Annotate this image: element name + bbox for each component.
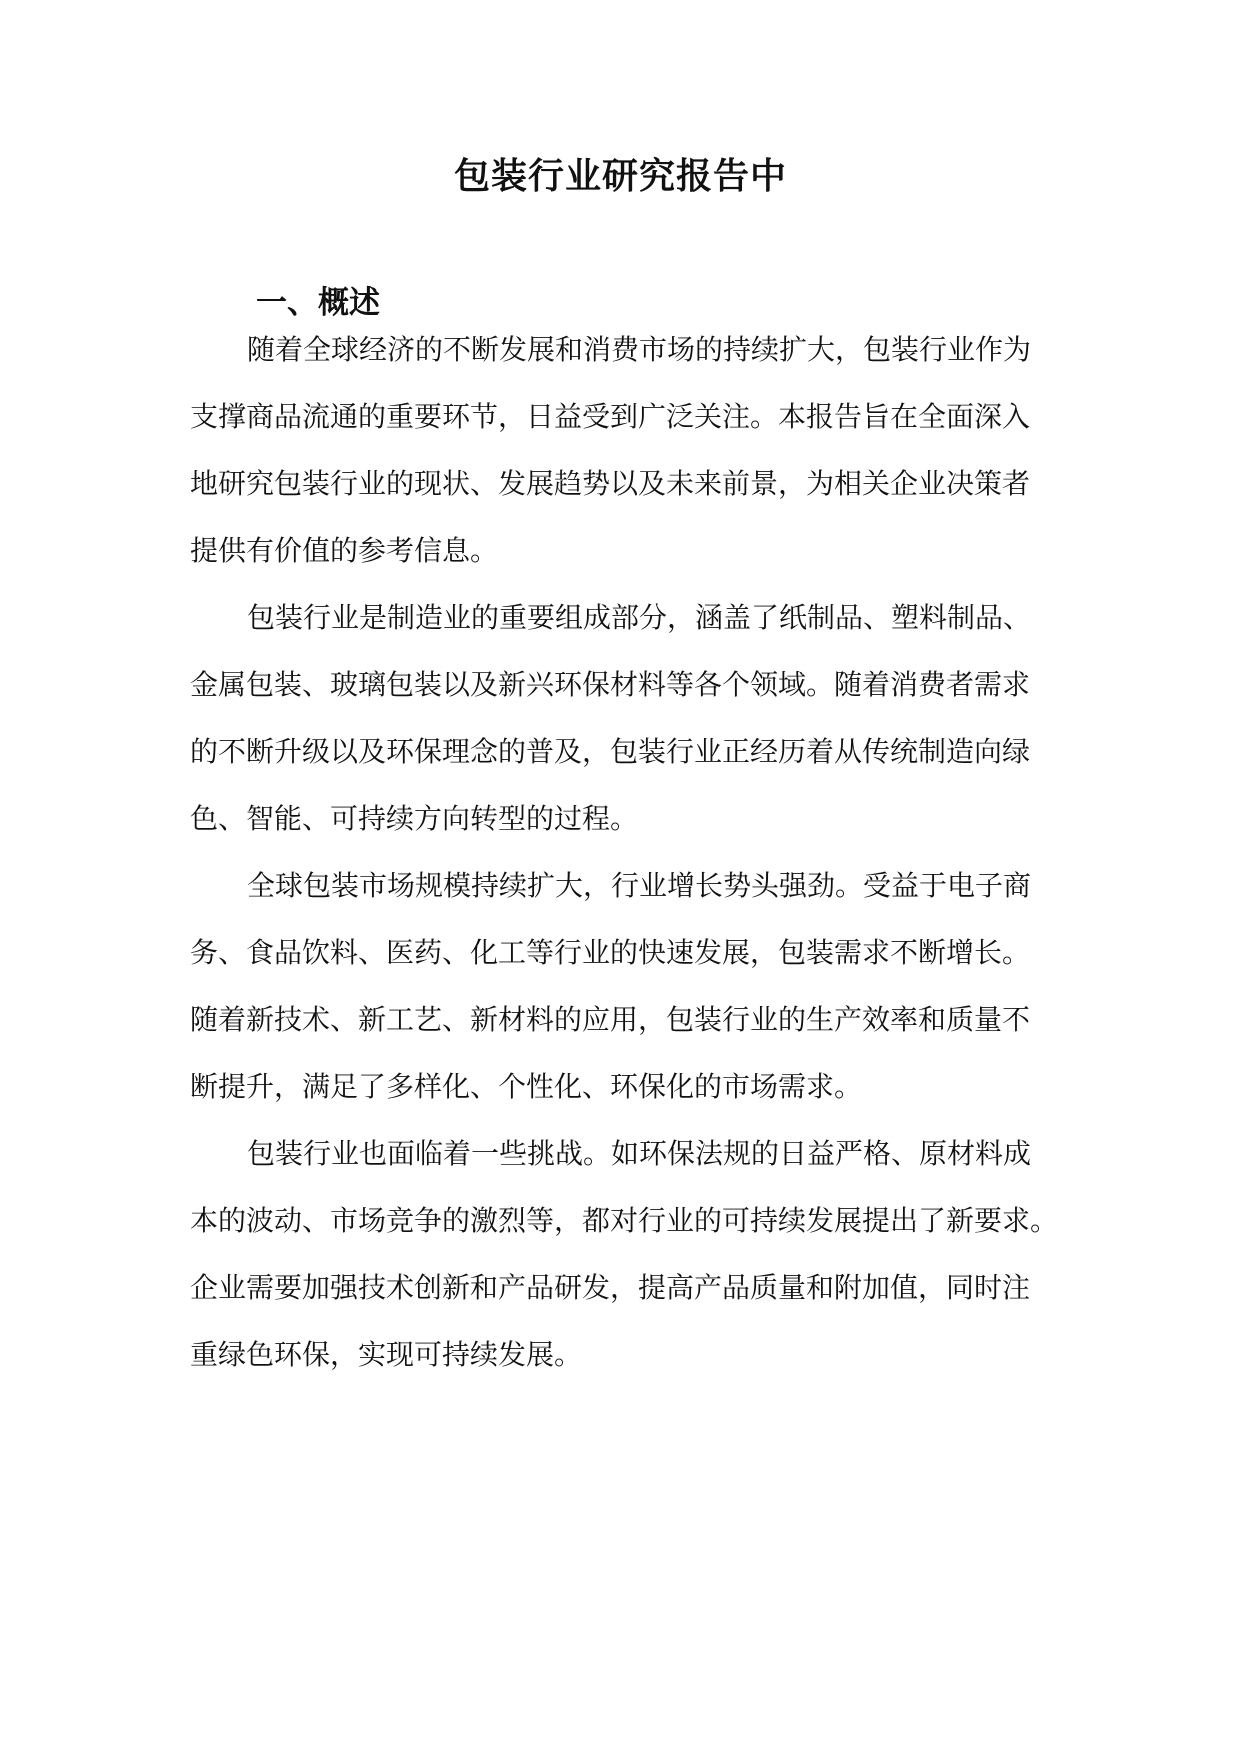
paragraph-line: 的不断升级以及环保理念的普及，包装行业正经历着从传统制造向绿 (190, 735, 1031, 768)
paragraph-line: 支撑商品流通的重要环节，日益受到广泛关注。本报告旨在全面深入 (190, 400, 1031, 433)
paragraph-line: 色、智能、可持续方向转型的过程。 (190, 802, 639, 835)
paragraph-line: 地研究包装行业的现状、发展趋势以及未来前景，为相关企业决策者 (190, 467, 1031, 500)
paragraph-line: 本的波动、市场竞争的激烈等，都对行业的可持续发展提出了新要求。 (190, 1204, 1059, 1237)
paragraph-line: 全球包装市场规模持续扩大，行业增长势头强劲。受益于电子商 (247, 869, 1032, 902)
paragraph-line: 包装行业是制造业的重要组成部分，涵盖了纸制品、塑料制品、 (247, 601, 1032, 634)
paragraph-line: 包装行业也面临着一些挑战。如环保法规的日益严格、原材料成 (247, 1137, 1032, 1170)
paragraph-line: 重绿色环保，实现可持续发展。 (190, 1338, 583, 1371)
section-heading: 一、概述 (256, 285, 380, 321)
paragraph-line: 随着新技术、新工艺、新材料的应用，包装行业的生产效率和质量不 (190, 1003, 1031, 1036)
paragraph-line: 金属包装、玻璃包装以及新兴环保材料等各个领域。随着消费者需求 (190, 668, 1031, 701)
paragraph-line: 企业需要加强技术创新和产品研发，提高产品质量和附加值，同时注 (190, 1271, 1031, 1304)
paragraph-line: 断提升，满足了多样化、个性化、环保化的市场需求。 (190, 1070, 863, 1103)
paragraph-line: 务、食品饮料、医药、化工等行业的快速发展，包装需求不断增长。 (190, 936, 1031, 969)
paragraph-line: 随着全球经济的不断发展和消费市场的持续扩大，包装行业作为 (247, 333, 1032, 366)
document-title: 包装行业研究报告中 (453, 155, 787, 197)
paragraph-line: 提供有价值的参考信息。 (190, 534, 499, 567)
